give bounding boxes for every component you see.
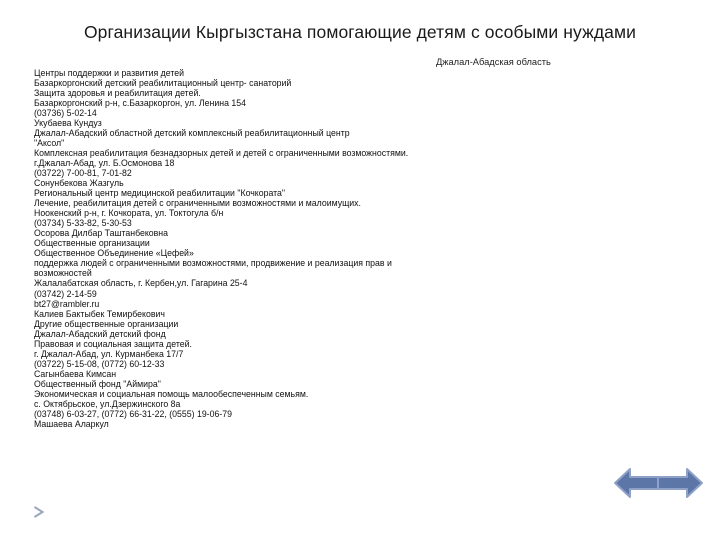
text-line: Жалалабатская область, г. Кербен,ул. Гагарина 25-4 <box>34 278 248 289</box>
text-line: Укубаева Кундуз <box>34 117 102 128</box>
text-line: (03742) 2-14-59 <box>34 288 97 299</box>
text-line: поддержка людей с ограниченными возможностями, продвижение и реализация прав и <box>34 258 392 269</box>
organization-list <box>34 68 634 430</box>
text-line: Машаева Аларкул <box>34 419 109 430</box>
text-line: (03736) 5-02-14 <box>34 107 97 118</box>
text-line: г. Джалал-Абад, ул. Курманбека 17/7 <box>34 348 184 359</box>
text-line: Другие общественные организации <box>34 318 179 329</box>
text-line: (03722) 7-00-81, 7-01-82 <box>34 167 132 178</box>
text-line: Сагынбаева Кимсан <box>34 368 117 379</box>
text-line: Общественные организации <box>34 238 150 249</box>
arrow-right-icon[interactable] <box>655 466 705 500</box>
text-line: Экономическая и социальная помощь малообеспеченным семьям. <box>34 389 309 399</box>
text-line: Джалал-Абадский областной детский комплексный реабилитационный центр <box>34 127 350 138</box>
text-line: Региональный центр медицинской реабилитации "Кочкората" <box>34 188 286 199</box>
text-line: bt27@rambler.ru <box>34 298 100 309</box>
text-line: Джалал-Абадский детский фонд <box>34 328 166 339</box>
text-line: Осорова Дилбар Таштанбековна <box>34 228 168 239</box>
text-line: Правовая и социальная защита детей. <box>34 338 192 349</box>
bullet-triangle-icon <box>33 506 44 518</box>
text-line: Лечение, реабилитация детей с ограниченными возможностями и малоимущих. <box>34 198 361 209</box>
text-line: Сонунбекова Жазгуль <box>34 178 124 189</box>
text-line: Защита здоровья и реабилитация детей. <box>34 87 201 98</box>
text-line: (03748) 6-03-27, (0772) 66-31-22, (0555) 19-06-79 <box>34 409 232 420</box>
text-line: "Аксол" <box>34 137 65 148</box>
text-line: Базаркоргонский детский реабилитационный центр- санаторий <box>34 77 292 88</box>
region-label: Джалал-Абадская область <box>436 57 551 67</box>
text-line: Ноокенский р-н, г. Кочкората, ул. Токтогула б/н <box>34 208 224 219</box>
text-line: Общественное Объединение «Цефей» <box>34 248 194 259</box>
text-line: возможностей <box>34 268 92 279</box>
text-line: Общественный фонд "Аймира" <box>34 378 161 389</box>
text-line: с. Октябрьское, ул.Дзержинского 8а <box>34 399 181 410</box>
text-line: Базаркоргонский р-н, с.Базаркоргон, ул. Ленина 154 <box>34 97 246 108</box>
text-line: (03734) 5-33-82, 5-30-53 <box>34 218 132 229</box>
text-line: (03722) 5-15-08, (0772) 60-12-33 <box>34 358 165 369</box>
text-line: Центры поддержки и развития детей <box>34 67 185 78</box>
slide-title: Организации Кыргызстана помогающие детям с особыми нуждами <box>83 22 637 42</box>
text-line: Калиев Бактыбек Темирбекович <box>34 308 165 319</box>
text-line: г.Джалал-Абад, ул. Б.Осмонова 18 <box>34 157 175 168</box>
text-line: Комплексная реабилитация безнадзорных детей и детей с ограниченными возможностями. <box>34 147 409 158</box>
